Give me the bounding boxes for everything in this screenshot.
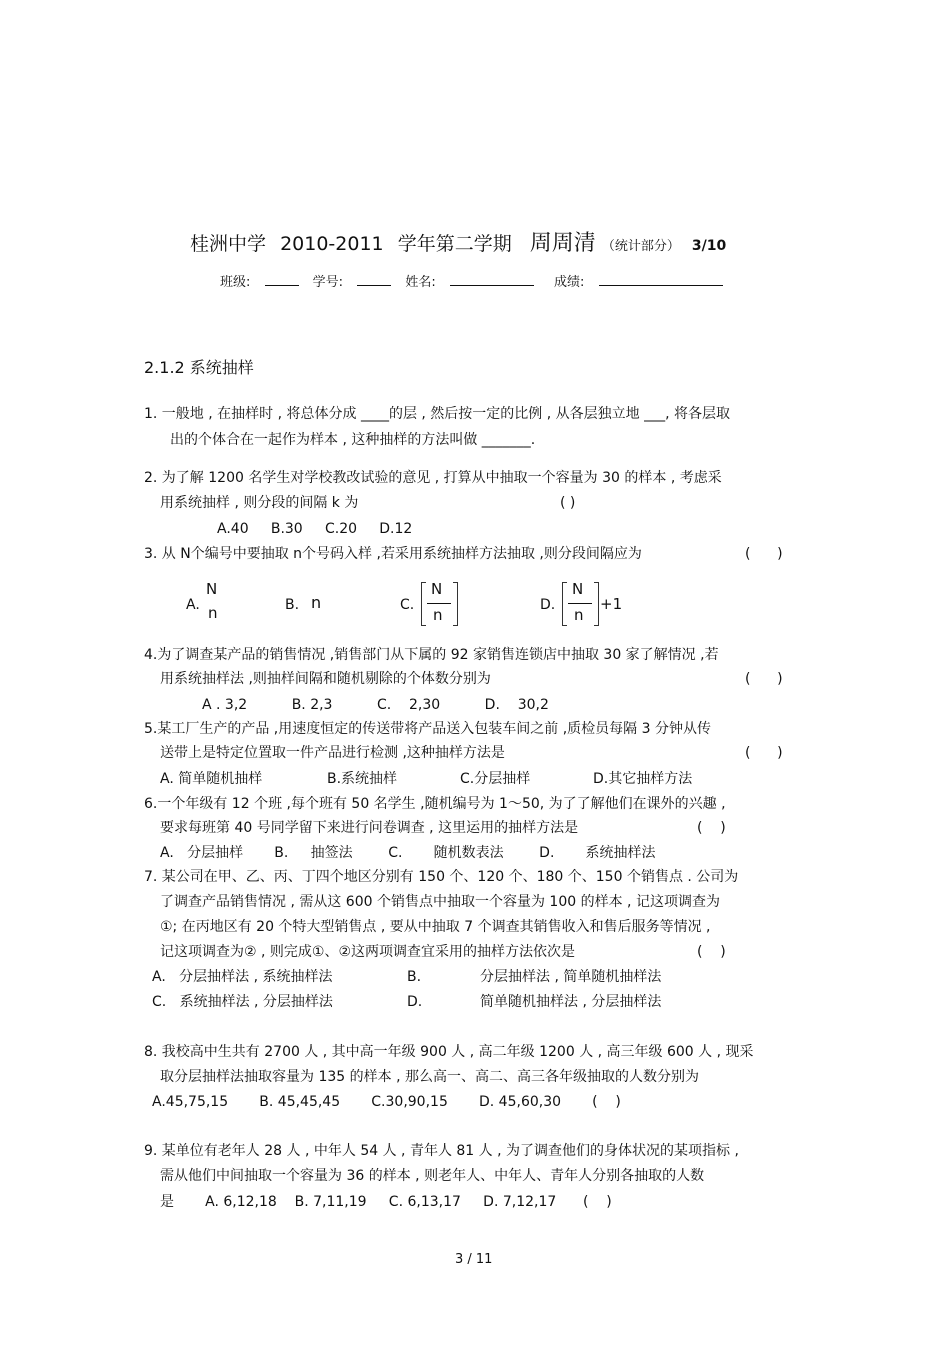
question-7-option-b-label: B. (407, 969, 422, 985)
question-5-option-c: C.分层抽样 (460, 771, 531, 787)
question-4-line-1: 4.为了调查某产品的销售情况 ,销售部门从下属的 92 家销售连锁店中抽取 30 家了解情况 ,若 (144, 647, 719, 663)
school-year: 2010-2011 (280, 233, 384, 255)
question-2-answer-paren: ( ) (560, 495, 576, 511)
question-7-option-c: C. 系统抽样法 , 分层抽样法 (152, 994, 333, 1010)
question-7-answer-paren: ( ) (697, 944, 726, 960)
score-field[interactable] (599, 271, 723, 286)
name-field[interactable] (450, 271, 534, 286)
id-label: 学号: (312, 275, 344, 290)
question-6-line-1: 6.一个年级有 12 个班 ,每个班有 50 名学生 ,随机编号为 1～50, 为了了解他们在课外的兴趣 , (144, 796, 726, 812)
q3-option-c-denominator: n (433, 606, 443, 624)
q3-option-c-numerator: N (431, 580, 443, 598)
q3-option-c-label: C. (400, 597, 415, 613)
question-1-line-1: 1. 一般地 , 在抽样时 , 将总体分成 ____的层 , 然后按一定的比例 , 从各层独立地 ___, 将各层取 (144, 406, 731, 422)
question-8-options: A.45,75,15 B. 45,45,45 C.30,90,15 D. 45,60,30 ( ) (152, 1094, 621, 1110)
question-9-line-2: 需从他们中间抽取一个容量为 36 的样本 , 则老年人、中年人、青年人分别各抽取的人数 (160, 1168, 705, 1184)
question-5-line-1: 5.某工厂生产的产品 ,用速度恒定的传送带将产品送入包装车间之前 ,质检员每隔 3 分钟从传 (144, 721, 711, 737)
question-5-line-2: 送带上是特定位置取一件产品进行检测 ,这种抽样方法是 (160, 745, 505, 761)
q3-option-d-numerator: N (572, 580, 584, 598)
question-5-option-d: D.其它抽样方法 (593, 771, 693, 787)
question-2-options: A.40 B.30 C.20 D.12 (217, 521, 413, 537)
q3-option-d-bracket-left (562, 582, 567, 626)
class-field[interactable] (265, 271, 299, 286)
question-8-line-1: 8. 我校高中生共有 2700 人 , 其中高一年级 900 人 , 高二年级 1200 人 , 高三年级 600 人 , 现采 (144, 1044, 754, 1060)
question-7-option-a: A. 分层抽样法 , 系统抽样法 (152, 969, 333, 985)
question-7-option-b: 分层抽样法 , 简单随机抽样法 (480, 969, 662, 985)
question-7-line-3: ①; 在丙地区有 20 个特大型销售点 , 要从中抽取 7 个调查其销售收入和售后服务等情况 , (160, 919, 711, 935)
question-7-line-4: 记这项调查为② , 则完成①、②这两项调查宜采用的抽样方法依次是 (160, 944, 576, 960)
section-title: 2.1.2 系统抽样 (144, 358, 254, 377)
q3-option-a-numerator: N (206, 580, 218, 598)
term: 学年第二学期 (397, 233, 512, 255)
q3-option-c-fraction-bar (427, 603, 451, 604)
q3-option-b-value: n (311, 593, 322, 612)
question-6-line-2: 要求每班第 40 号同学留下来进行问卷调查 , 这里运用的抽样方法是 (160, 820, 579, 836)
q3-option-c-bracket-left (421, 582, 426, 626)
q3-option-a-label: A. (186, 597, 200, 613)
part-label: （统计部分） (601, 239, 680, 254)
question-2-line-2: 用系统抽样 , 则分段的间隔 k 为 (160, 495, 359, 511)
q3-option-d-denominator: n (574, 606, 584, 624)
question-3-line-1: 3. 从 N个编号中要抽取 n个号码入样 ,若采用系统抽样方法抽取 ,则分段间隔应为 (144, 546, 642, 562)
question-6-answer-paren: ( ) (697, 820, 726, 836)
question-5-option-b: B.系统抽样 (327, 771, 398, 787)
question-1-line-2: 出的个体合在一起作为样本 , 这种抽样的方法叫做 _______. (170, 432, 536, 448)
page-number: 3 / 11 (455, 1252, 493, 1267)
q3-option-c-bracket-right (453, 582, 458, 626)
score-label: 成绩: (554, 275, 585, 290)
question-4-answer-paren: ( ) (745, 671, 783, 687)
question-9-line-1: 9. 某单位有老年人 28 人 , 中年人 54 人 , 青年人 81 人 , 为了调查他们的身体状况的某项指标 , (144, 1143, 739, 1159)
question-7-option-d-label: D. (407, 994, 423, 1010)
id-field[interactable] (357, 271, 391, 286)
quiz-name: 周周清 (529, 231, 596, 256)
question-4-options: A . 3,2 B. 2,3 C. 2,30 D. 30,2 (202, 697, 549, 713)
question-8-line-2: 取分层抽样法抽取容量为 135 的样本 , 那么高一、高二、高三各年级抽取的人数分别为 (160, 1069, 699, 1085)
question-5-option-a: A. 简单随机抽样 (160, 771, 263, 787)
q3-option-d-label: D. (540, 597, 556, 613)
question-6-options: A. 分层抽样 B. 抽签法 C. 随机数表法 D. 系统抽样法 (160, 845, 656, 861)
name-label: 姓名: (405, 275, 436, 290)
q3-option-d-bracket-right (594, 582, 599, 626)
q3-option-b-label: B. (285, 597, 300, 613)
question-5-answer-paren: ( ) (745, 745, 783, 761)
student-info (220, 271, 723, 292)
quiz-number: 3/10 (691, 238, 727, 254)
question-3-answer-paren: ( ) (745, 546, 783, 562)
question-2-line-1: 2. 为了解 1200 名学生对学校教改试验的意见 , 打算从中抽取一个容量为 30 的样本 , 考虑采 (144, 470, 722, 486)
page-title (190, 231, 726, 260)
question-4-line-2: 用系统抽样法 ,则抽样间隔和随机剔除的个体数分别为 (160, 671, 491, 687)
question-7-option-d: 简单随机抽样法 , 分层抽样法 (480, 994, 662, 1010)
q3-option-d-fraction-bar (568, 603, 592, 604)
q3-option-a-denominator: n (208, 604, 218, 622)
school-name: 桂洲中学 (190, 233, 267, 255)
question-9-line-3: 是 A. 6,12,18 B. 7,11,19 C. 6,13,17 D. 7,12,17 ( ) (160, 1194, 612, 1210)
question-7-line-2: 了调查产品销售情况 , 需从这 600 个销售点中抽取一个容量为 100 的样本 , 记这项调查为 (160, 894, 720, 910)
q3-option-d-plus-one: +1 (600, 595, 623, 613)
question-7-line-1: 7. 某公司在甲、乙、丙、丁四个地区分别有 150 个、120 个、180 个、150 个销售点 . 公司为 (144, 869, 739, 885)
class-label: 班级: (220, 275, 251, 290)
